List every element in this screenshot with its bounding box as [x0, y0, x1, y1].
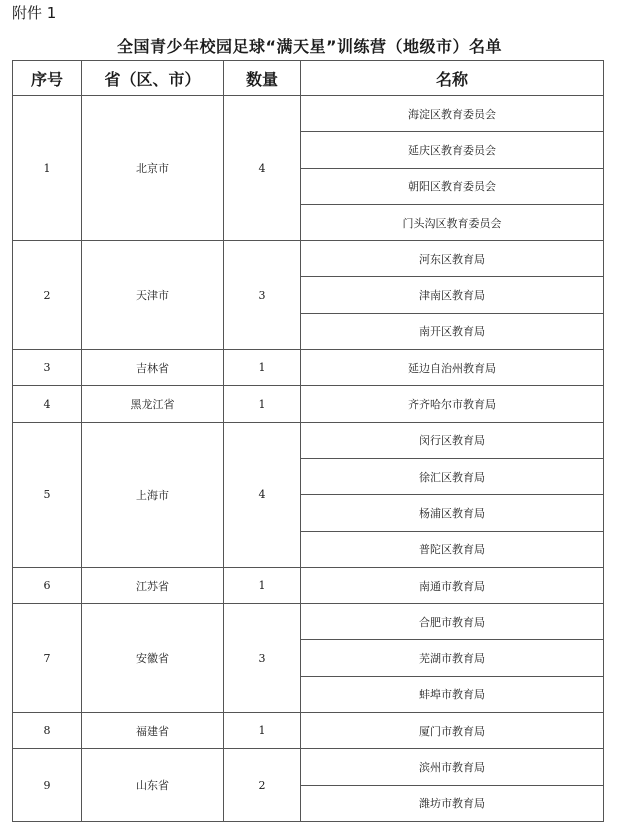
table-row — [13, 567, 604, 603]
cell-number: 3 — [13, 350, 82, 386]
cell-org-name: 蚌埠市教育局 — [301, 676, 604, 712]
table-row — [13, 350, 604, 386]
cell-org-name: 厦门市教育局 — [301, 713, 604, 749]
cell-count: 1 — [224, 713, 301, 749]
cell-number: 9 — [13, 749, 82, 822]
cell-org-name: 齐齐哈尔市教育局 — [301, 386, 604, 422]
cell-count: 1 — [224, 567, 301, 603]
cell-org-name: 河东区教育局 — [301, 241, 604, 277]
cell-province: 江苏省 — [82, 567, 224, 603]
table-row — [13, 604, 604, 640]
cell-province: 上海市 — [82, 422, 224, 567]
camp-list-table — [12, 60, 604, 822]
cell-count: 3 — [224, 604, 301, 713]
cell-count: 1 — [224, 350, 301, 386]
table-row — [13, 96, 604, 132]
header-number: 序号 — [13, 61, 82, 96]
cell-org-name: 延边自治州教育局 — [301, 350, 604, 386]
table-body — [13, 96, 604, 822]
cell-province: 天津市 — [82, 241, 224, 350]
cell-province: 吉林省 — [82, 350, 224, 386]
cell-count: 3 — [224, 241, 301, 350]
header-row — [13, 61, 604, 96]
header-province: 省（区、市） — [82, 61, 224, 96]
cell-count: 1 — [224, 386, 301, 422]
cell-org-name: 门头沟区教育委员会 — [301, 204, 604, 240]
cell-number: 8 — [13, 713, 82, 749]
table-row — [13, 713, 604, 749]
cell-org-name: 南通市教育局 — [301, 567, 604, 603]
cell-org-name: 合肥市教育局 — [301, 604, 604, 640]
table-row — [13, 386, 604, 422]
cell-count: 4 — [224, 422, 301, 567]
cell-org-name: 津南区教育局 — [301, 277, 604, 313]
cell-province: 黑龙江省 — [82, 386, 224, 422]
cell-number: 7 — [13, 604, 82, 713]
cell-org-name: 芜湖市教育局 — [301, 640, 604, 676]
cell-number: 1 — [13, 96, 82, 241]
cell-org-name: 普陀区教育局 — [301, 531, 604, 567]
cell-number: 6 — [13, 567, 82, 603]
cell-number: 2 — [13, 241, 82, 350]
attachment-label: 附件 1 — [12, 4, 57, 22]
header-name: 名称 — [301, 61, 604, 96]
cell-count: 2 — [224, 749, 301, 822]
cell-province: 安徽省 — [82, 604, 224, 713]
cell-count: 4 — [224, 96, 301, 241]
cell-province: 福建省 — [82, 713, 224, 749]
cell-org-name: 滨州市教育局 — [301, 749, 604, 785]
table-row — [13, 422, 604, 458]
cell-number: 5 — [13, 422, 82, 567]
table-row — [13, 241, 604, 277]
cell-org-name: 延庆区教育委员会 — [301, 132, 604, 168]
document-title: 全国青少年校园足球“满天星”训练营（地级市）名单 — [116, 37, 503, 56]
cell-province: 山东省 — [82, 749, 224, 822]
cell-number: 4 — [13, 386, 82, 422]
cell-org-name: 潍坊市教育局 — [301, 785, 604, 821]
header-count: 数量 — [224, 61, 301, 96]
cell-org-name: 南开区教育局 — [301, 313, 604, 349]
cell-org-name: 朝阳区教育委员会 — [301, 168, 604, 204]
cell-province: 北京市 — [82, 96, 224, 241]
cell-org-name: 杨浦区教育局 — [301, 495, 604, 531]
cell-org-name: 徐汇区教育局 — [301, 458, 604, 494]
cell-org-name: 海淀区教育委员会 — [301, 96, 604, 132]
cell-org-name: 闵行区教育局 — [301, 422, 604, 458]
table-row — [13, 749, 604, 785]
